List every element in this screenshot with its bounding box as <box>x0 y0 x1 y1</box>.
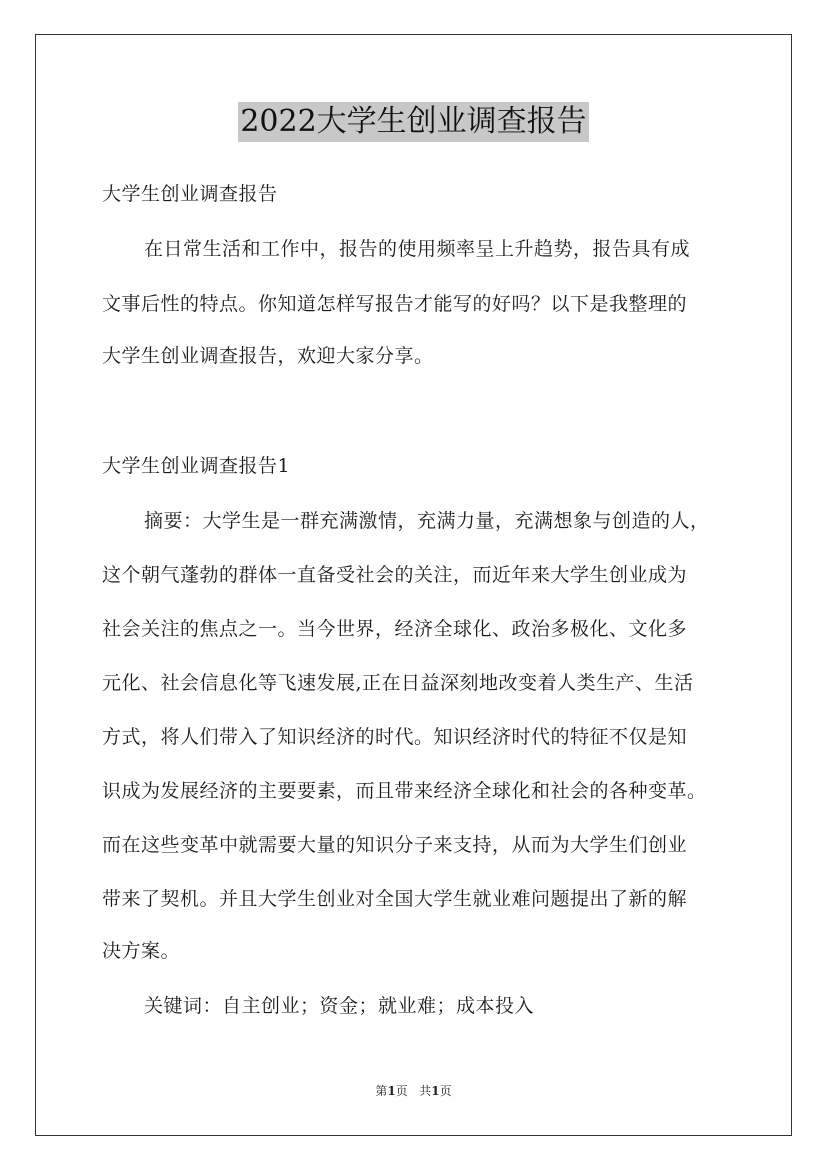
document-subtitle: 大学生创业调查报告 <box>102 183 278 205</box>
footer-page-number: 1 <box>387 1084 396 1098</box>
intro-line: 大学生创业调查报告，欢迎大家分享。 <box>102 345 434 367</box>
footer-page-suffix: 页 <box>395 1084 408 1098</box>
abstract-line: 决方案。 <box>102 940 181 962</box>
intro-line: 在日常生活和工作中，报告的使用频率呈上升趋势，报告具有成 <box>144 238 691 260</box>
abstract-line: 识成为发展经济的主要要素，而且带来经济全球化和社会的各种变革。 <box>102 780 707 802</box>
abstract-line: 方式，将人们带入了知识经济的时代。知识经济时代的特征不仅是知 <box>102 726 688 748</box>
document-title: 2022大学生创业调查报告 <box>238 102 588 142</box>
abstract-line: 社会关注的焦点之一。当今世界，经济全球化、政治多极化、文化多 <box>102 618 688 640</box>
keywords: 关键词：自主创业；资金；就业难；成本投入 <box>144 995 535 1017</box>
footer-page-prefix: 第 <box>375 1084 388 1098</box>
title-container <box>0 102 827 142</box>
abstract-line: 而在这些变革中就需要大量的知识分子来支持，从而为大学生们创业 <box>102 834 688 856</box>
abstract-line: 摘要：大学生是一群充满激情，充满力量，充满想象与创造的人， <box>144 510 710 532</box>
intro-line: 文事后性的特点。你知道怎样写报告才能写的好吗？以下是我整理的 <box>102 293 688 315</box>
abstract-line: 这个朝气蓬勃的群体一直备受社会的关注，而近年来大学生创业成为 <box>102 564 688 586</box>
footer-total-suffix: 页 <box>439 1084 452 1098</box>
abstract-line: 带来了契机。并且大学生创业对全国大学生就业难问题提出了新的解 <box>102 888 688 910</box>
page-footer <box>0 1083 827 1099</box>
footer-total-prefix: 共 <box>419 1084 432 1098</box>
footer-total-pages: 1 <box>431 1084 440 1098</box>
abstract-line: 元化、社会信息化等飞速发展,正在日益深刻地改变着人类生产、生活 <box>102 672 694 694</box>
section-heading: 大学生创业调查报告1 <box>102 455 291 477</box>
